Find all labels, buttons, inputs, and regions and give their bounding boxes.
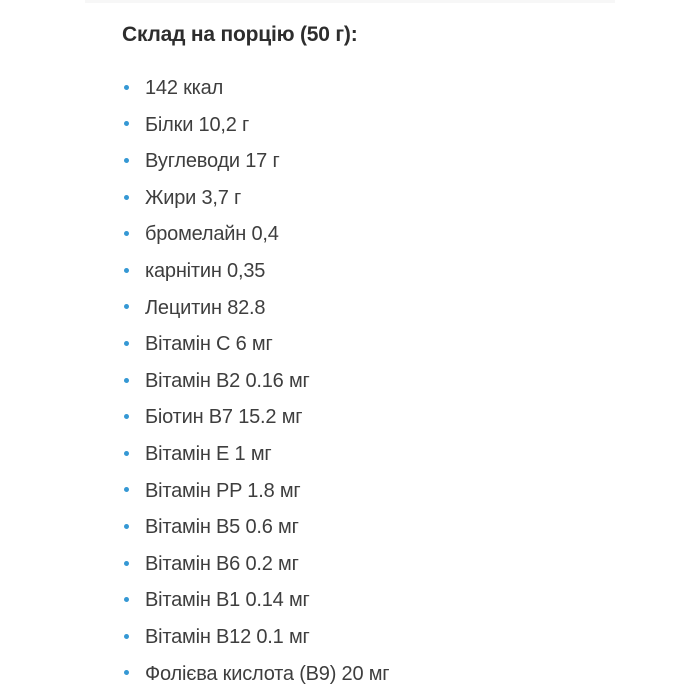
bullet-icon bbox=[124, 451, 129, 456]
list-item bbox=[122, 619, 642, 656]
list-item bbox=[122, 399, 642, 436]
list-item-text: Вітамін E 1 мг bbox=[145, 442, 272, 465]
top-divider-strip bbox=[85, 0, 615, 3]
list-item-text: Вітамін B2 0.16 мг bbox=[145, 369, 310, 392]
list-item bbox=[122, 546, 642, 583]
nutrition-section bbox=[122, 22, 642, 692]
list-item bbox=[122, 143, 642, 180]
bullet-icon bbox=[124, 231, 129, 236]
bullet-icon bbox=[124, 378, 129, 383]
bullet-icon bbox=[124, 341, 129, 346]
list-item bbox=[122, 70, 642, 107]
list-item-text: Вітамін C 6 мг bbox=[145, 333, 273, 356]
list-item bbox=[122, 107, 642, 144]
bullet-icon bbox=[124, 524, 129, 529]
bullet-icon bbox=[124, 487, 129, 492]
list-item bbox=[122, 656, 642, 693]
list-item bbox=[122, 216, 642, 253]
list-item-text: Вітамін B1 0.14 мг bbox=[145, 589, 310, 612]
list-item bbox=[122, 436, 642, 473]
list-item-text: карнітин 0,35 bbox=[145, 259, 266, 282]
list-item bbox=[122, 582, 642, 619]
bullet-icon bbox=[124, 121, 129, 126]
list-item bbox=[122, 180, 642, 217]
bullet-icon bbox=[124, 268, 129, 273]
list-item-text: Фолієва кислота (B9) 20 мг bbox=[145, 662, 390, 685]
bullet-icon bbox=[124, 597, 129, 602]
bullet-icon bbox=[124, 304, 129, 309]
nutrition-list bbox=[122, 70, 642, 692]
bullet-icon bbox=[124, 414, 129, 419]
list-item-text: Жири 3,7 г bbox=[145, 186, 242, 209]
list-item bbox=[122, 326, 642, 363]
bullet-icon bbox=[124, 670, 129, 675]
list-item bbox=[122, 363, 642, 400]
list-item-text: Вітамін B6 0.2 мг bbox=[145, 552, 299, 575]
list-item-text: Вітамін B5 0.6 мг bbox=[145, 516, 299, 539]
bullet-icon bbox=[124, 195, 129, 200]
list-item-text: бромелайн 0,4 bbox=[145, 223, 279, 246]
bullet-icon bbox=[124, 634, 129, 639]
section-title: Склад на порцію (50 г): bbox=[122, 23, 358, 46]
list-item-text: Вітамін B12 0.1 мг bbox=[145, 625, 310, 648]
bullet-icon bbox=[124, 158, 129, 163]
list-item-text: Біотин B7 15.2 мг bbox=[145, 406, 303, 429]
list-item bbox=[122, 509, 642, 546]
list-item bbox=[122, 290, 642, 327]
bullet-icon bbox=[124, 85, 129, 90]
list-item-text: Білки 10,2 г bbox=[145, 113, 250, 136]
list-item-text: Вітамін PP 1.8 мг bbox=[145, 479, 301, 502]
list-item bbox=[122, 253, 642, 290]
list-item-text: Вуглеводи 17 г bbox=[145, 150, 280, 173]
list-item-text: Лецитин 82.8 bbox=[145, 296, 266, 319]
bullet-icon bbox=[124, 561, 129, 566]
list-item-text: 142 ккал bbox=[145, 77, 224, 99]
list-item bbox=[122, 473, 642, 510]
